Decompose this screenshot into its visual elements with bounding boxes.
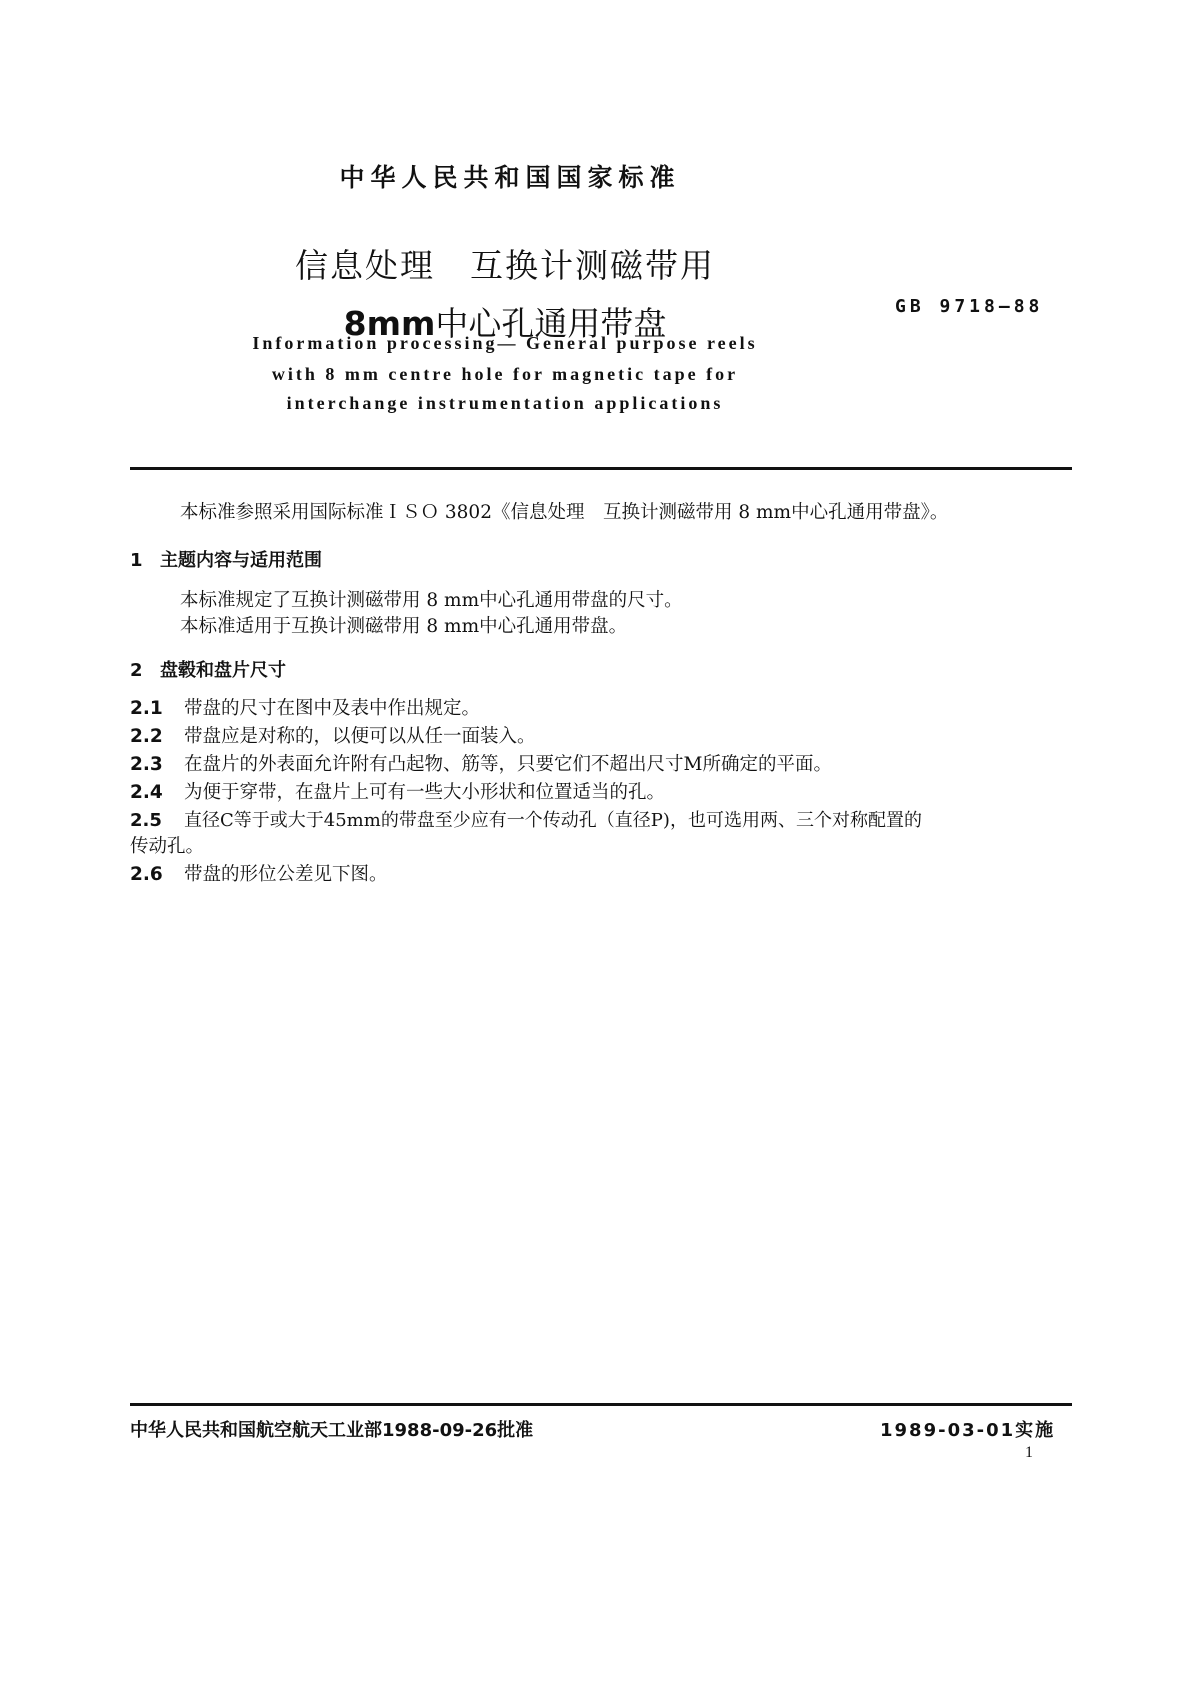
english-title-line-1: Information processing— General purpose reels — [252, 333, 758, 353]
section-1-title: 主题内容与适用范围 — [160, 550, 322, 571]
clause-2-6 — [130, 862, 388, 888]
implementation-date: 1989-03-01实施 — [880, 1420, 1056, 1441]
clause-2-3 — [130, 752, 832, 778]
clause-number: 2.5 — [130, 810, 162, 831]
section-2-number: 2 — [130, 660, 143, 681]
clause-text: 直径C等于或大于45mm的带盘至少应有一个传动孔（直径P)，也可选用两、三个对称配置的 — [184, 810, 922, 831]
intro-paragraph: 本标准参照采用国际标准ＩＳＯ 3802《信息处理 互换计测磁带用 8 mm中心孔通用带盘》。 — [180, 502, 949, 523]
section-1-number: 1 — [130, 550, 143, 571]
clause-number: 2.4 — [130, 782, 163, 803]
clause-2-1 — [130, 696, 480, 722]
clause-text: 在盘片的外表面允许附有凸起物、筋等，只要它们不超出尺寸M所确定的平面。 — [184, 754, 832, 775]
clause-text: 带盘应是对称的，以便可以从任一面装入。 — [184, 726, 536, 747]
clause-text: 带盘的形位公差见下图。 — [184, 864, 388, 885]
standard-number: GB 9718—88 — [895, 296, 1044, 317]
page-number: 1 — [1025, 1444, 1033, 1461]
clause-2-5 — [130, 808, 922, 834]
clause-number: 2.6 — [130, 864, 163, 885]
title-line-2-rest: 中心孔通用带盘 — [435, 304, 667, 343]
clause-2-4 — [130, 780, 665, 806]
clause-2-2 — [130, 724, 536, 750]
national-standard-header: 中华人民共和国国家标准 — [339, 163, 681, 192]
section-2-heading — [130, 656, 286, 682]
english-title-line-3: interchange instrumentation applications — [286, 393, 724, 413]
footer-rule — [130, 1403, 1072, 1406]
clause-text: 为便于穿带，在盘片上可有一些大小形状和位置适当的孔。 — [184, 782, 666, 803]
approval-line: 中华人民共和国航空航天工业部1988-09-26批准 — [130, 1420, 534, 1441]
section-1-heading — [130, 546, 322, 572]
clause-text: 带盘的尺寸在图中及表中作出规定。 — [184, 698, 481, 719]
clause-number: 2.1 — [130, 698, 163, 719]
clause-number: 2.2 — [130, 726, 163, 747]
section-2-title: 盘毂和盘片尺寸 — [160, 660, 286, 681]
title-line-2-prefix: 8mm — [343, 304, 436, 343]
section-1-paragraph-1: 本标准规定了互换计测磁带用 8 mm中心孔通用带盘的尺寸。 — [180, 590, 683, 611]
clause-number: 2.3 — [130, 754, 163, 775]
clause-2-5-continuation: 传动孔。 — [130, 836, 205, 857]
section-1-paragraph-2: 本标准适用于互换计测磁带用 8 mm中心孔通用带盘。 — [180, 616, 628, 637]
header-rule — [130, 467, 1072, 470]
english-title-line-2: with 8 mm centre hole for magnetic tape for — [271, 364, 739, 384]
title-line-1: 信息处理 互换计测磁带用 — [295, 246, 715, 285]
